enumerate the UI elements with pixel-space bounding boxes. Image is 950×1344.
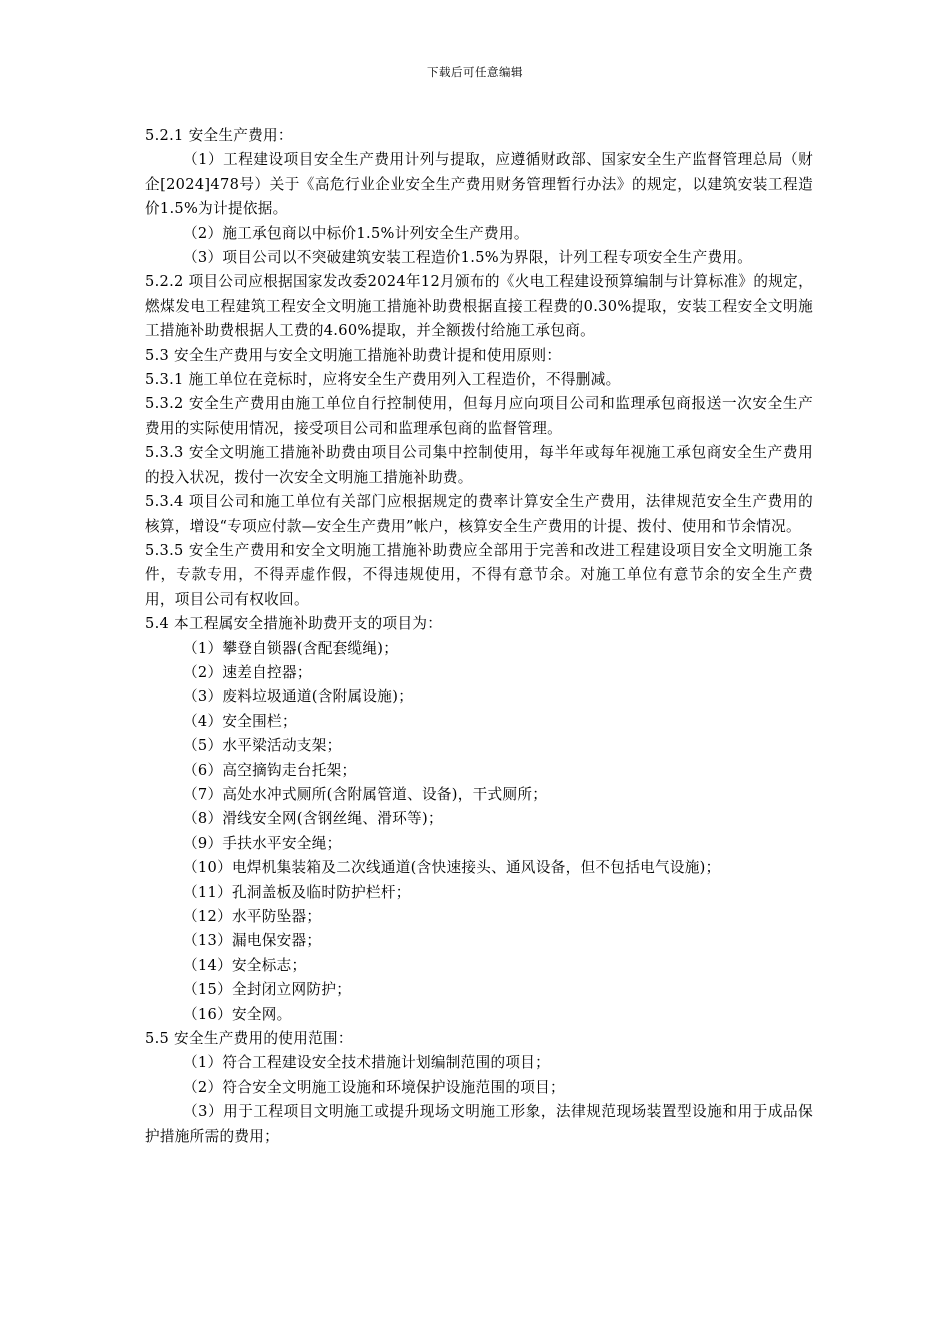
- paragraph: （2）施工承包商以中标价1.5%计列安全生产费用。: [183, 224, 529, 242]
- paragraph: 5.2.1 安全生产费用：: [145, 127, 293, 144]
- document-body: [145, 124, 813, 1149]
- list-item: （6）高空摘钩走台托架；: [183, 761, 357, 779]
- list-item: （16）安全网。: [183, 1005, 292, 1023]
- list-item: （15）全封闭立网防护；: [183, 981, 352, 999]
- page-header: 下载后可任意编辑: [427, 65, 523, 79]
- paragraph: （1）符合工程建设安全技术措施计划编制范围的项目；: [183, 1054, 551, 1072]
- list-item: （11）孔洞盖板及临时防护栏杆；: [183, 883, 411, 901]
- paragraph: 5.3.5 安全生产费用和安全文明施工措施补助费应全部用于完善和改进工程建设项目安全文明施工条件，专款专用，不得弄虚作假，不得违规使用，不得有意节余。对施工单位有意节余的安全生产费用，项目公司有权收回。: [145, 541, 813, 608]
- paragraph: 5.5 安全生产费用的使用范围：: [145, 1030, 353, 1048]
- list-item: （10）电焊机集装箱及二次线通道(含快速接头、通风设备，但不包括电气设施)；: [183, 859, 721, 877]
- list-item: （12）水平防坠器；: [183, 908, 322, 925]
- list-item: （5）水平梁活动支架；: [183, 737, 342, 755]
- paragraph: 5.3.4 项目公司和施工单位有关部门应根据规定的费率计算安全生产费用，法律规范安全生产费用的核算，增设“专项应付款—安全生产费用”帐户，核算安全生产费用的计提、拨付、使用和节余情况。: [145, 493, 813, 535]
- paragraph: 5.3.2 安全生产费用由施工单位自行控制使用，但每月应向项目公司和监理承包商报送一次安全生产费用的实际使用情况，接受项目公司和监理承包商的监督管理。: [145, 395, 813, 437]
- paragraph: 5.3.1 施工单位在竞标时，应将安全生产费用列入工程造价，不得删减。: [145, 371, 621, 389]
- list-item: （3）废料垃圾通道(含附属设施)；: [183, 688, 414, 706]
- paragraph: 5.2.2 项目公司应根据国家发改委2024年12月颁布的《火电工程建设预算编制与计算标准》的规定，燃煤发电工程建筑工程安全文明施工措施补助费根据直接工程费的0.30%提取，安装工程安全文明施工措施补助费根据人工费的4.60%提取，并全额拨付给施工承包商。: [145, 273, 813, 340]
- list-item: （1）攀登自锁器(含配套缆绳)；: [183, 639, 399, 657]
- paragraph: （3）项目公司以不突破建筑安装工程造价1.5%为界限，计列工程专项安全生产费用。: [183, 249, 753, 267]
- paragraph: （3）用于工程项目文明施工或提升现场文明施工形象，法律规范现场装置型设施和用于成品保护措施所需的费用；: [145, 1103, 813, 1145]
- list-item: （4）安全围栏；: [183, 712, 297, 730]
- list-item: （2）速差自控器；: [183, 663, 312, 681]
- list-item: （9）手扶水平安全绳；: [183, 834, 342, 852]
- paragraph: 5.4 本工程属安全措施补助费开支的项目为：: [145, 615, 443, 633]
- list-item: （8）滑线安全网(含钢丝绳、滑环等)；: [183, 810, 443, 828]
- list-item: （7）高处水冲式厕所(含附属管道、设备)，干式厕所；: [183, 785, 548, 803]
- paragraph: （2）符合安全文明施工设施和环境保护设施范围的项目；: [183, 1078, 565, 1096]
- list-item: （13）漏电保安器；: [183, 932, 322, 950]
- paragraph: （1）工程建设项目安全生产费用计列与提取，应遵循财政部、国家安全生产监督管理总局（财企[2024]478号）关于《高危行业企业安全生产费用财务管理暂行办法》的规定，以建筑安装工程造价1.5%为计提依据。: [145, 151, 813, 218]
- paragraph: 5.3 安全生产费用与安全文明施工措施补助费计提和使用原则：: [145, 346, 562, 364]
- list-item: （14）安全标志；: [183, 956, 307, 974]
- paragraph: 5.3.3 安全文明施工措施补助费由项目公司集中控制使用，每半年或每年视施工承包商安全生产费用的投入状况，拨付一次安全文明施工措施补助费。: [145, 444, 813, 486]
